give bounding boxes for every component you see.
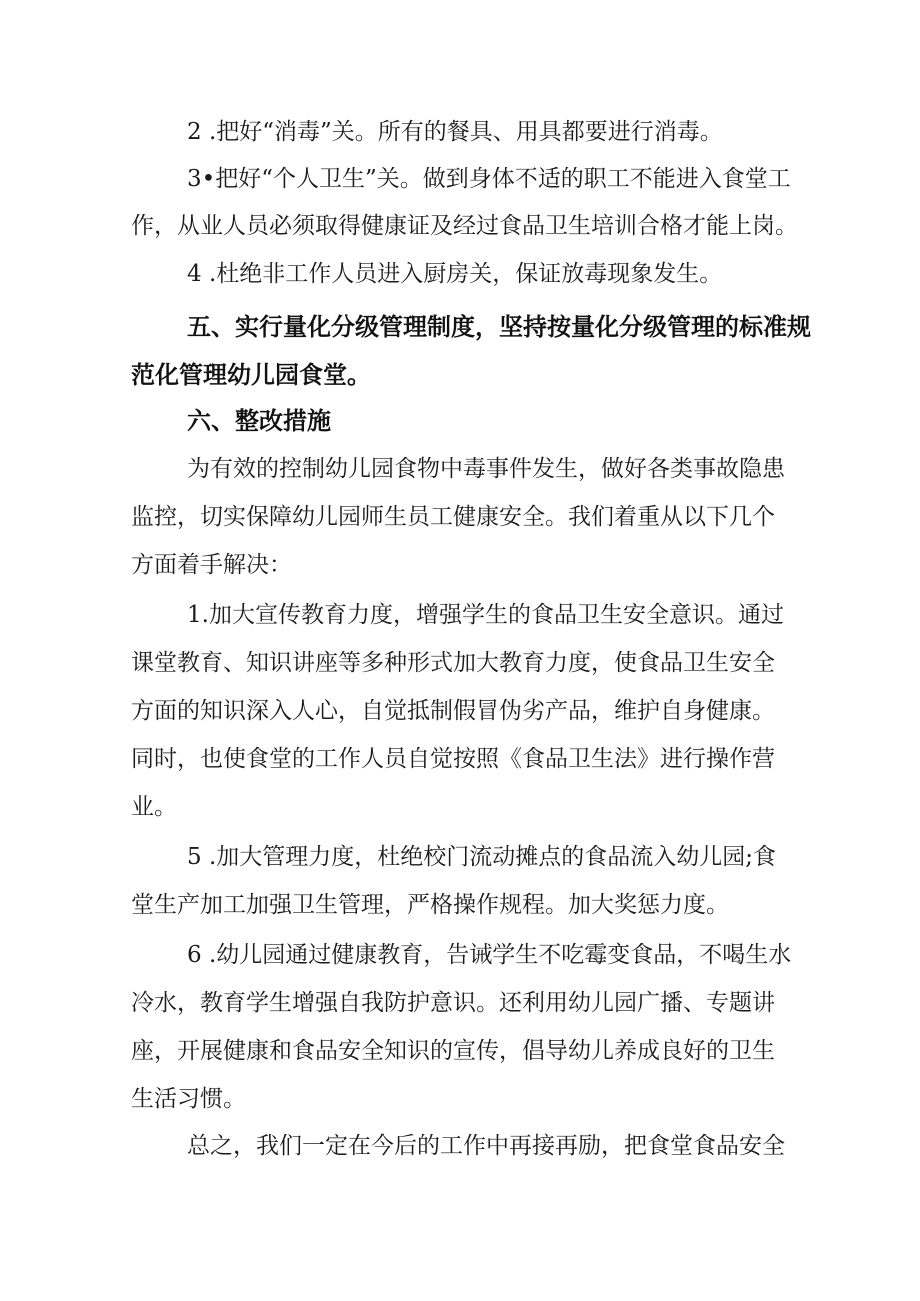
text-line: 5 .加大管理力度，杜绝校门流动摊点的食品流入幼儿园;食: [187, 844, 777, 870]
text-line: 1.加大宣传教育力度，增强学生的食品卫生安全意识。通过: [187, 602, 784, 628]
text-line: 生活习惯。: [131, 1086, 246, 1112]
text-line: 作，从业人员必须取得健康证及经过食品卫生培训合格才能上岗。: [131, 213, 798, 239]
text-line: 为有效的控制幼儿园食物中毒事件发生，做好各类事故隐患: [187, 456, 785, 482]
text-line: 6 .幼儿园通过健康教育，告诫学生不吃霉变食品，不喝生水: [187, 942, 792, 968]
text-line: 总之，我们一定在今后的工作中再接再励，把食堂食品安全: [187, 1133, 785, 1159]
section-heading: 六、整改措施: [187, 407, 331, 435]
section-heading: 范化管理幼儿园食堂。: [131, 361, 371, 389]
text-line: 2 .把好“消毒”关。所有的餐具、用具都要进行消毒。: [187, 119, 723, 145]
text-line: 堂生产加工加强卫生管理，严格操作规程。加大奖惩力度。: [131, 892, 729, 918]
section-heading: 五、实行量化分级管理制度，坚持按量化分级管理的标准规: [187, 313, 811, 341]
text-line: 方面着手解决：: [131, 552, 292, 578]
text-line: 冷水，教育学生增强自我防护意识。还利用幼儿园广播、专题讲: [131, 990, 775, 1016]
text-line: 座，开展健康和食品安全知识的宣传，倡导幼儿养成良好的卫生: [131, 1038, 775, 1064]
text-line: 4 .杜绝非工作人员进入厨房关，保证放毒现象发生。: [187, 261, 723, 287]
text-line: 课堂教育、知识讲座等多种形式加大教育力度，使食品卫生安全: [131, 650, 775, 676]
text-line: 监控，切实保障幼儿园师生员工健康安全。我们着重从以下几个: [131, 504, 775, 530]
text-line: 同时，也使食堂的工作人员自觉按照《食品卫生法》进行操作营: [131, 746, 775, 772]
text-line: 业。: [131, 794, 177, 820]
text-line: 3•把好“个人卫生”关。做到身体不适的职工不能进入食堂工: [187, 166, 791, 192]
text-line: 方面的知识深入人心，自觉抵制假冒伪劣产品，维护自身健康。: [131, 698, 775, 724]
